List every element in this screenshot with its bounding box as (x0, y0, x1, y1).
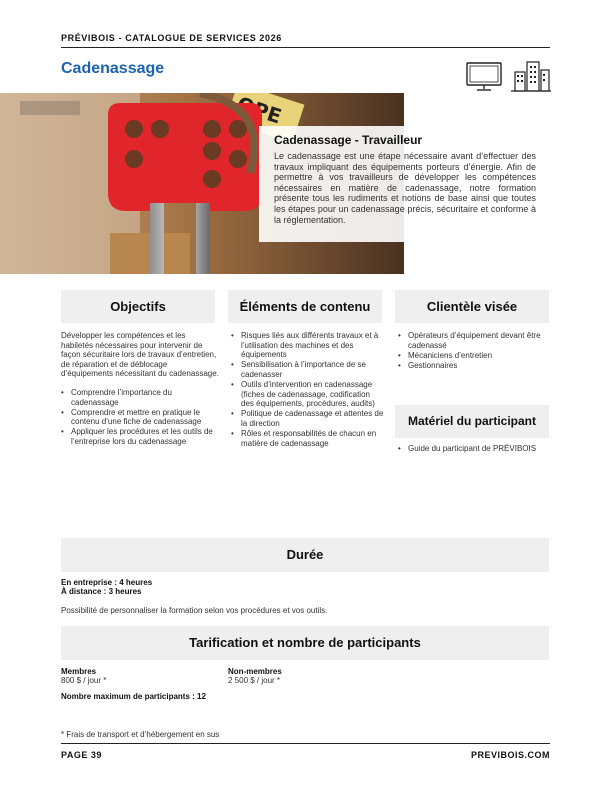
list-item: • Guide du participant de PRÉVIBOIS (398, 444, 549, 454)
duree-note: Possibilité de personnaliser la formation selon vos procédures et vos outils. (61, 606, 328, 615)
list-item: • Gestionnaires (398, 361, 549, 371)
header-divider (61, 47, 550, 48)
clientele-column (398, 331, 549, 371)
duree-heading: Durée (61, 538, 549, 572)
materiel-column (398, 444, 549, 454)
list-item: • Opérateurs d’équipement devant être cadenassé (398, 331, 549, 350)
building-icon (511, 60, 551, 92)
nonmembers-price: 2 500 $ / jour * (228, 676, 281, 685)
duree-entreprise-text: En entreprise : 4 heures (61, 578, 153, 587)
objectifs-heading: Objectifs (61, 290, 215, 323)
members-price: 800 $ / jour * (61, 676, 107, 685)
course-summary-card (259, 126, 550, 242)
clientele-list (398, 331, 549, 370)
max-participants-text: Nombre maximum de participants : 12 (61, 692, 206, 701)
monitor-icon (466, 62, 502, 92)
list-item: • Comprendre et mettre en pratique le contenu d’une fiche de cadenassage (61, 408, 219, 427)
duree-distance (61, 587, 141, 597)
course-description: Le cadenassage est une étape nécessaire avant d’effectuer des travaux impliquant des équipements porteurs d’énergie. Afin de permettre à vos travailleurs de développer les compétences nécessaires en matière de cadenassage, notre formation présente tous les rudiments et notions de base ainsi que toutes les étapes pour un cadenassage précis, sécuritaire et conforme à la réglementation. (274, 151, 536, 225)
website-link[interactable]: PREVIBOIS.COM (470, 750, 550, 760)
tarif-heading: Tarification et nombre de participants (61, 626, 549, 660)
list-item: • Politique de cadenassage et attentes de la direction (231, 409, 384, 428)
objectifs-list (61, 388, 219, 447)
duree-distance-text: À distance : 3 heures (61, 587, 142, 596)
list-item: • Appliquer les procédures et les outils de l’entreprise lors du cadenassage (61, 427, 219, 446)
objectifs-intro: Développer les compétences et les habiletés nécessaires pour intervenir de façon sécuritaire lors de travaux d’entretien, de réparation et de déblocage d’équipements nécessitant du cadenassage. (61, 331, 219, 379)
page-number: PAGE 39 (61, 750, 102, 760)
list-item: • Risques liés aux différents travaux et à l’utilisation des machines et des équipements (231, 331, 384, 360)
list-item: • Rôles et responsabilités de chacun en matière de cadenassage (231, 429, 384, 448)
objectifs-column (61, 331, 219, 447)
clientele-heading: Clientèle visée (395, 290, 549, 323)
course-title: Cadenassage - Travailleur (274, 133, 423, 147)
contenu-heading: Éléments de contenu (228, 290, 382, 323)
list-item: • Outils d’intervention en cadenassage (fiches de cadenassage, codification des équipements, procédures, audits) (231, 380, 384, 409)
list-item: • Sensibilisation à l’importance de se cadenasser (231, 360, 384, 379)
list-item: • Comprendre l’importance du cadenassage (61, 388, 219, 407)
footer-divider (61, 743, 550, 744)
footnote: * Frais de transport et d’hébergement en sus (61, 730, 220, 739)
materiel-heading: Matériel du participant (395, 405, 549, 438)
materiel-list (398, 444, 549, 454)
members-label-text: Membres (61, 667, 97, 676)
list-item: • Mécaniciens d’entretien (398, 351, 549, 361)
contenu-list (231, 331, 384, 448)
running-header: PRÉVIBOIS - CATALOGUE DE SERVICES 2026 (61, 33, 282, 43)
contenu-column (231, 331, 384, 449)
max-participants (61, 692, 206, 702)
nonmembers-label-text: Non-membres (228, 667, 282, 676)
page-title: Cadenassage (61, 60, 165, 77)
